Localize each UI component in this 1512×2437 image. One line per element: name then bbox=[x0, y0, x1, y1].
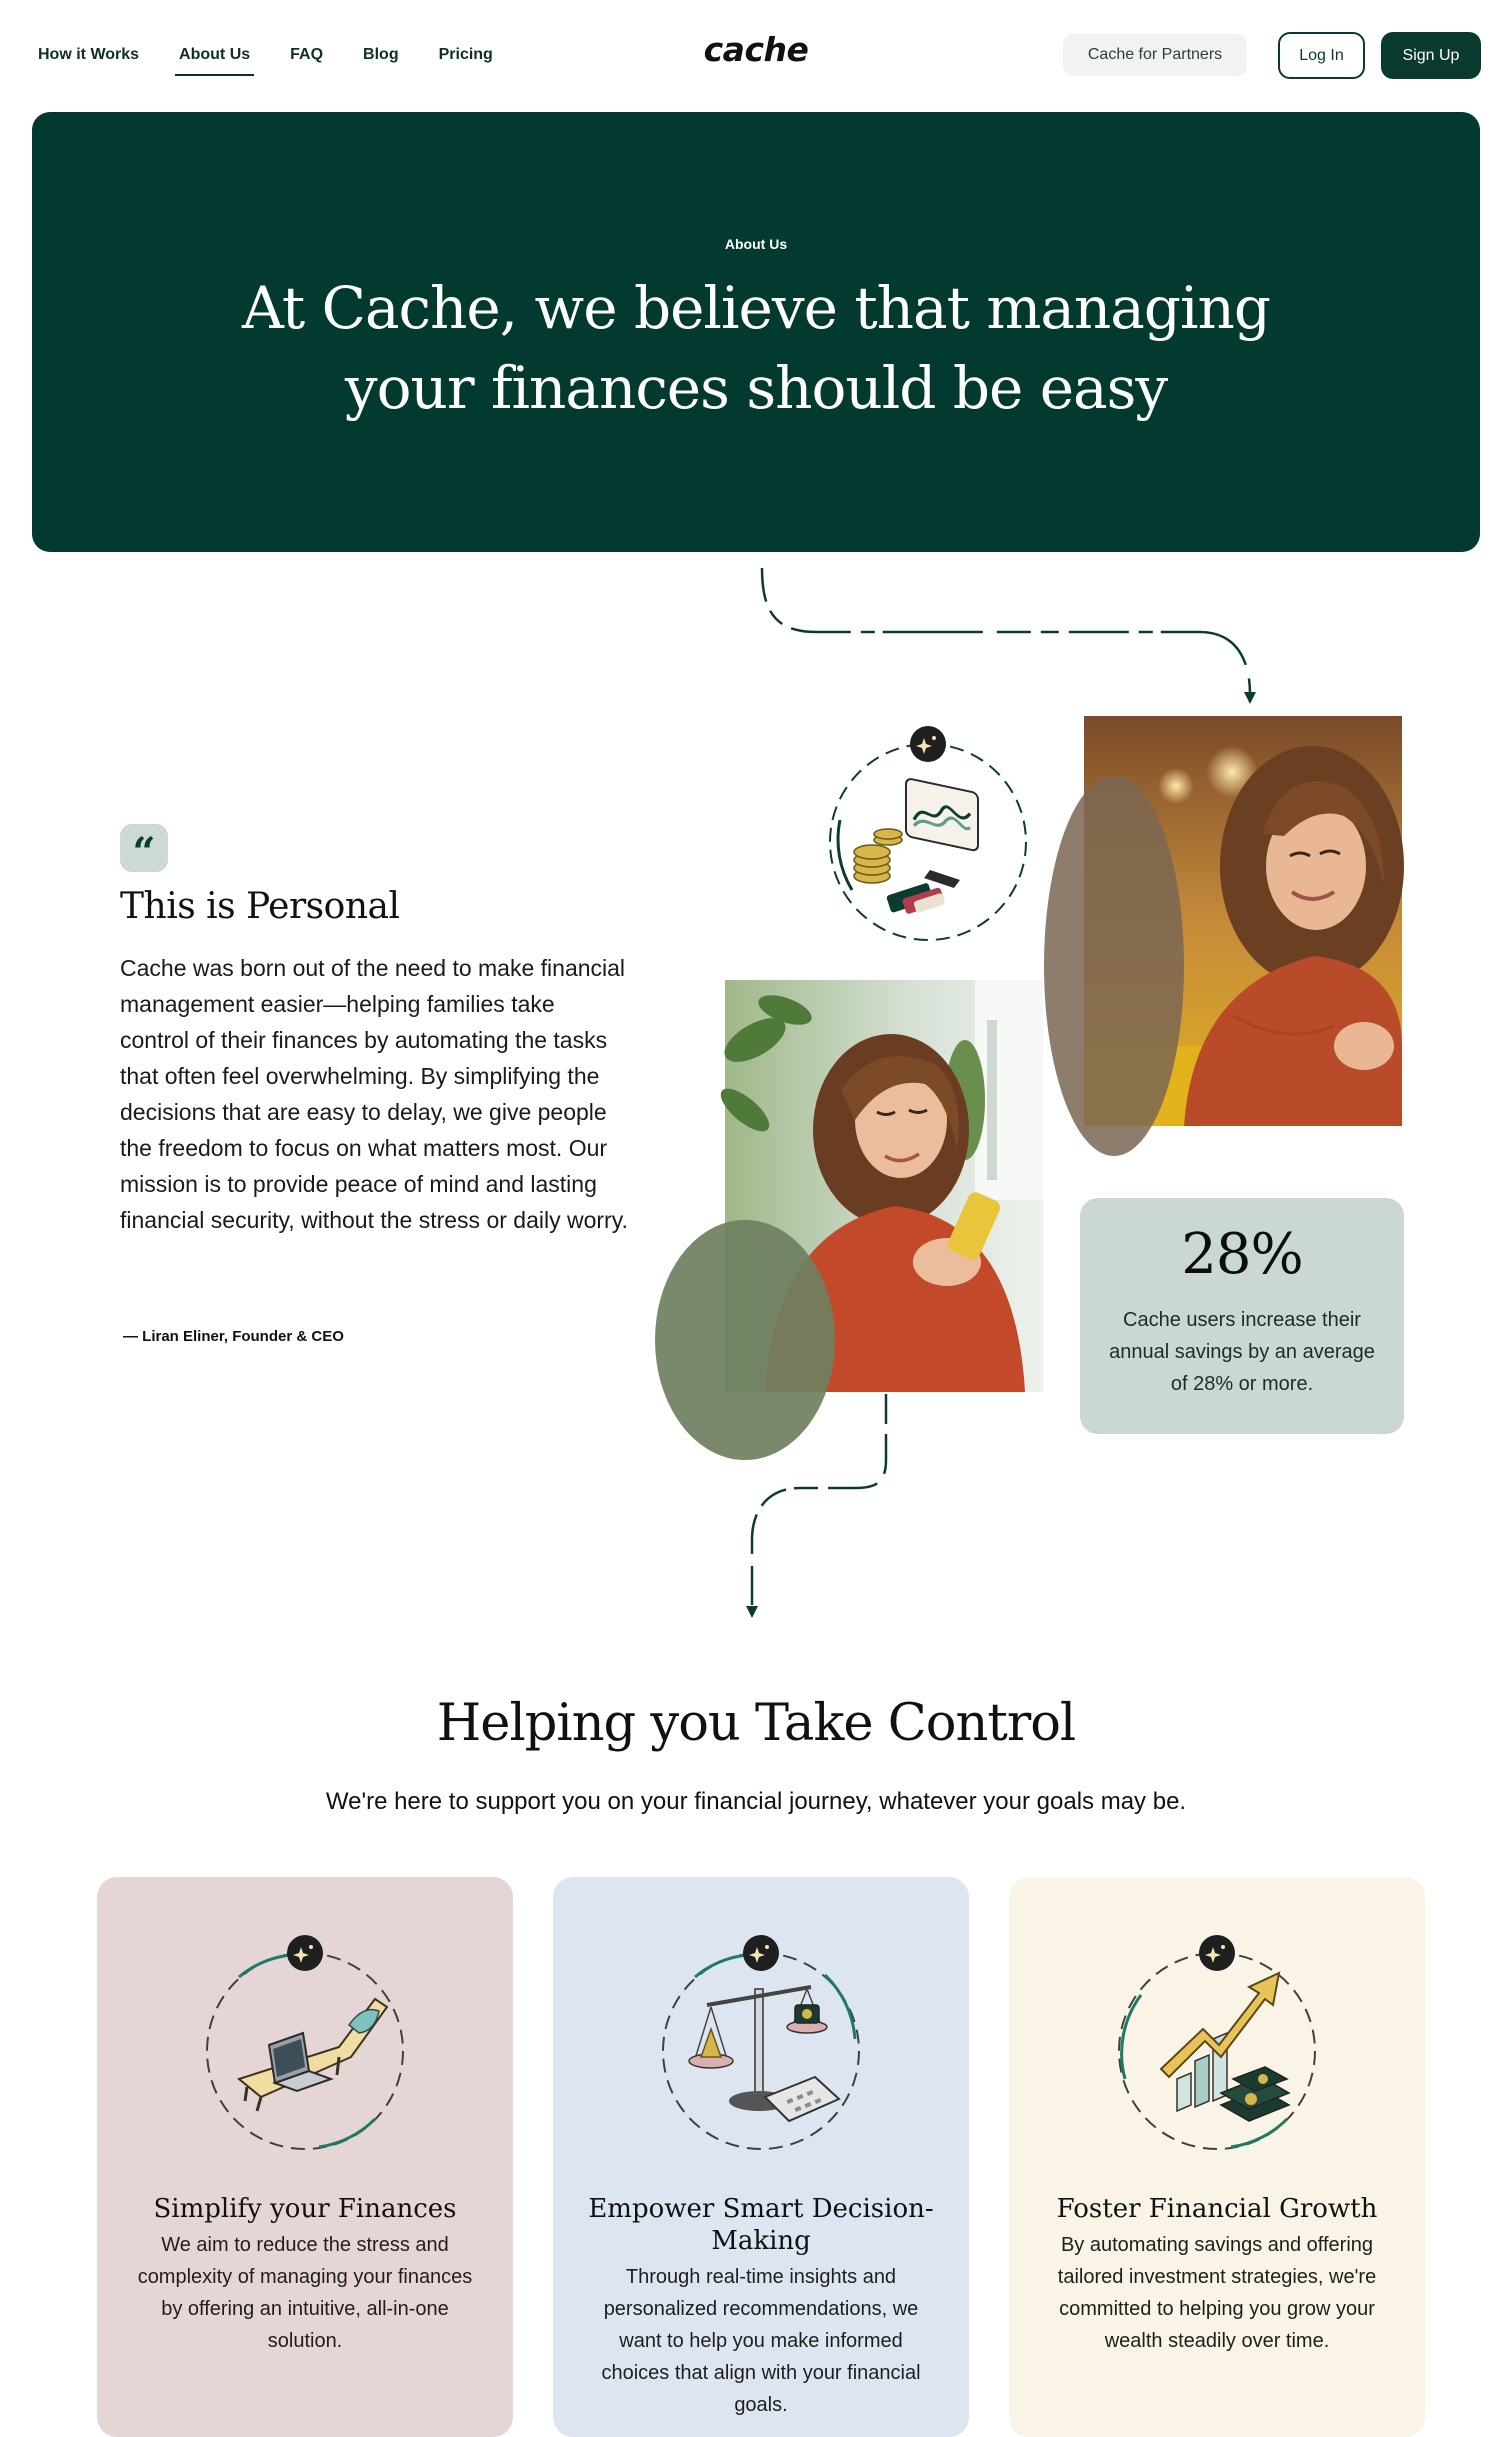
balance-scale-calculator-icon bbox=[655, 1929, 867, 2149]
personal-title: This is Personal bbox=[120, 886, 400, 927]
log-in-button[interactable]: Log In bbox=[1278, 32, 1365, 79]
card-body: By automating savings and offering tailored investment strategies, we're committed to helping you grow your wealth steadily over time. bbox=[1057, 2234, 1377, 2352]
chart-monitor-coins-icon bbox=[822, 720, 1022, 940]
growth-arrow-money-icon bbox=[1111, 1929, 1323, 2149]
nav-link-pricing[interactable]: Pricing bbox=[438, 46, 493, 63]
woman-with-phone-photo bbox=[725, 980, 1043, 1392]
nav-link-about-us[interactable]: About Us bbox=[175, 44, 254, 76]
card-body: Through real-time insights and personalized recommendations, we want to help you make informed choices that align with your financial goals. bbox=[601, 2266, 921, 2416]
nav-link-blog[interactable]: Blog bbox=[363, 46, 399, 63]
nav-link-faq[interactable]: FAQ bbox=[290, 46, 324, 63]
stat-value: 28% bbox=[1181, 1222, 1303, 1287]
card-title: Empower Smart Decision-Making bbox=[588, 2194, 934, 2256]
sign-up-button[interactable]: Sign Up bbox=[1381, 32, 1481, 79]
lounge-chair-laptop-icon bbox=[199, 1929, 411, 2149]
hero-banner bbox=[32, 112, 1480, 552]
stat-description: Cache users increase their annual savings by an average of 28% or more. bbox=[1109, 1309, 1375, 1395]
cache-for-partners-button[interactable]: Cache for Partners bbox=[1063, 34, 1247, 76]
feature-card-empower bbox=[553, 1877, 969, 2437]
quote-icon: “ bbox=[120, 824, 168, 872]
personal-body: Cache was born out of the need to make financial management easier—helping families take control of their finances by automating the tasks that often feel overwhelming. By simplifying the decisions that are easy to delay, we give people the freedom to focus on what matters most. Our mission is to provide peace of mind and lasting financial security, without the stress or daily worry. bbox=[120, 955, 628, 1233]
card-body: We aim to reduce the stress and complexity of managing your finances by offering an intuitive, all-in-one solution. bbox=[137, 2234, 473, 2352]
personal-author: — Liran Eliner, Founder & CEO bbox=[123, 1328, 344, 1345]
savings-stat-card bbox=[1080, 1198, 1404, 1434]
cache-logo[interactable]: cache bbox=[703, 30, 809, 69]
hero-eyebrow: About Us bbox=[724, 236, 788, 252]
nav-links bbox=[34, 44, 497, 76]
nav-link-how-it-works[interactable]: How it Works bbox=[38, 46, 140, 63]
top-navigation bbox=[0, 0, 1512, 112]
hero-title: At Cache, we believe that managing your finances should be easy bbox=[241, 274, 1271, 422]
feature-card-simplify bbox=[97, 1877, 513, 2437]
helping-title: Helping you Take Control bbox=[436, 1694, 1076, 1753]
card-title: Foster Financial Growth bbox=[1056, 2194, 1378, 2224]
card-title: Simplify your Finances bbox=[153, 2194, 457, 2224]
helping-subtitle: We're here to support you on your financial journey, whatever your goals may be. bbox=[325, 1788, 1187, 1815]
feature-card-growth bbox=[1009, 1877, 1425, 2437]
woman-smiling-photo bbox=[1084, 716, 1402, 1126]
